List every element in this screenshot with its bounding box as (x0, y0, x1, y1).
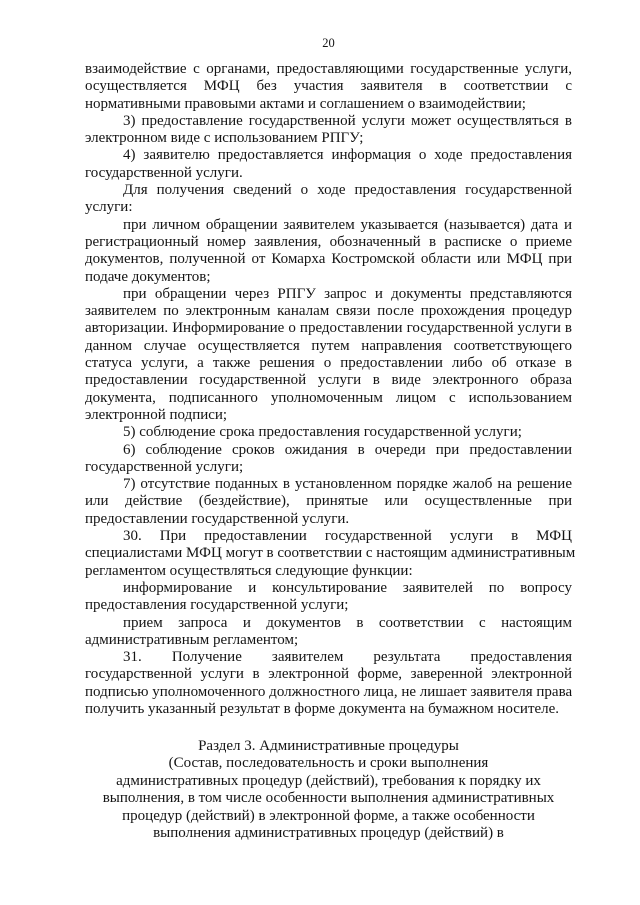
paragraph-line: предоставления государственной услуги; (85, 597, 349, 614)
paragraph-line: документа, подписанного уполномоченным лицом с использованием (85, 389, 572, 406)
paragraph-line: государственной услуги. (85, 164, 243, 181)
paragraph-line: подписью уполномоченного должностного лица, не лишает заявителя права (85, 683, 573, 700)
paragraph-line: административным регламентом; (85, 631, 299, 648)
document-body (85, 61, 576, 718)
paragraph (85, 147, 572, 182)
section-description-line: выполнения административных процедур (действий) в (153, 825, 504, 842)
page-number: 20 (322, 36, 335, 50)
paragraph-line: регламентом осуществляться следующие функции: (85, 562, 413, 579)
section-heading (85, 738, 572, 842)
paragraph (85, 217, 572, 286)
paragraph-line: статуса услуги, а также решения о предоставлении либо об отказе в (85, 355, 572, 372)
paragraph-line: услуги: (85, 199, 133, 216)
paragraph-line: специалистами МФЦ могут в соответствии с настоящим административным (85, 545, 576, 562)
paragraph-line: 7) отсутствие поданных в установленном порядке жалоб на решение (123, 476, 572, 493)
section-description-line: выполнения, в том числе особенности выполнения административных (102, 790, 555, 807)
paragraph-line: при личном обращении заявителем указывается (называется) дата и (123, 216, 572, 233)
paragraph (85, 182, 572, 217)
paragraph-line: прием запроса и документов в соответствии с настоящим (123, 614, 572, 631)
paragraph-line: Для получения сведений о ходе предоставления государственной (123, 182, 572, 199)
paragraph-line: государственной услуги в электронной форме, заверенной электронной (85, 666, 572, 683)
paragraph-line: предоставлении государственной услуги в виде электронного образа (85, 372, 572, 389)
paragraph (85, 113, 572, 148)
paragraph-line: подаче документов; (85, 268, 211, 285)
paragraph (85, 580, 572, 615)
paragraph (85, 615, 572, 650)
paragraph-line: 5) соблюдение срока предоставления государственной услуги; (123, 424, 522, 441)
paragraph (85, 286, 572, 424)
paragraph-line: документов, полученной от Комарха Костромской области или МФЦ при (85, 251, 572, 268)
paragraph-line: предоставлении государственной услуги. (85, 510, 350, 527)
paragraph-line: электронной подписи; (85, 406, 228, 423)
paragraph (85, 442, 572, 477)
paragraph-line: регистрационный номер заявления, обозначенный в расписке о приеме (85, 233, 572, 250)
paragraph (85, 528, 576, 580)
paragraph-line: информирование и консультирование заявителей по вопросу (123, 579, 572, 596)
paragraph-line: 3) предоставление государственной услуги может осуществляться в (123, 112, 572, 129)
paragraph-line: или действие (бездействие), принятые или осуществленные при (85, 493, 572, 510)
paragraph-line: 31. Получение заявителем результата предоставления (123, 649, 572, 666)
paragraph-line: авторизации. Информирование о предоставлении государственной услуги в (85, 320, 572, 337)
paragraph-line: осуществляется МФЦ без участия заявителя в соответствии с (85, 78, 572, 95)
paragraph (85, 61, 572, 113)
paragraph-line: государственной услуги; (85, 458, 244, 475)
paragraph-line: взаимодействие с органами, предоставляющими государственные услуги, (85, 61, 572, 77)
paragraph (85, 476, 572, 528)
section-description-line: административных процедур (действий), требования к порядку их (116, 772, 541, 789)
paragraph-line: 6) соблюдение сроков ожидания в очереди при предоставлении (123, 441, 572, 458)
section-description-line: процедур (действий) в электронной форме, а также особенности (122, 807, 535, 824)
paragraph-line: 4) заявителю предоставляется информация о ходе предоставления (123, 147, 572, 164)
paragraph-line: при обращении через РПГУ запрос и документы представляются (123, 285, 572, 302)
paragraph-line: электронном виде с использованием РПГУ; (85, 130, 364, 147)
paragraph-line: получить указанный результат в форме документа на бумажном носителе. (85, 700, 560, 717)
paragraph-line: 30. При предоставлении государственной услуги в МФЦ (123, 528, 572, 545)
paragraph-line: заявителем по электронным каналам связи после прохождения процедур (85, 303, 572, 320)
paragraph-line: нормативными правовыми актами и соглашением о взаимодействии; (85, 95, 526, 112)
section-title: Раздел 3. Административные процедуры (198, 738, 459, 754)
section-description-line: (Состав, последовательность и сроки выполнения (168, 755, 489, 772)
paragraph (85, 424, 572, 441)
paragraph-line: данном случае осуществляется путем направления соответствующего (85, 337, 572, 354)
paragraph (85, 649, 572, 718)
